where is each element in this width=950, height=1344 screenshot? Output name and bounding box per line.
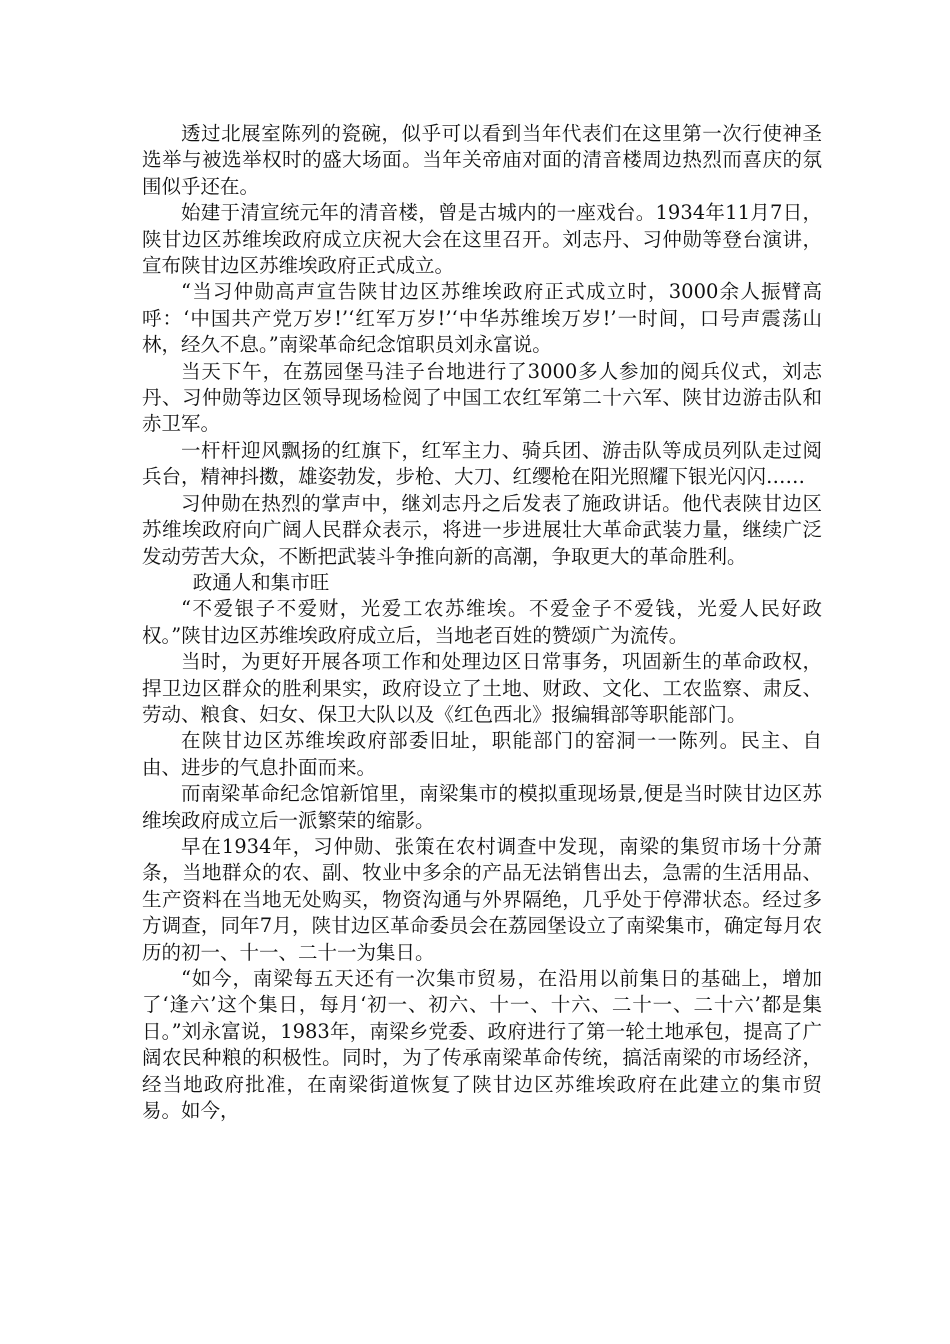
- paragraph-folk-song: “不爱银子不爱财，光爱工农苏维埃。不爱金子不爱钱，光爱人民好政权。”陕甘边区苏维埃政府成立后，当地老百姓的赞颂广为流传。: [142, 597, 822, 647]
- paragraph-qingyin-tower: 始建于清宣统元年的清音楼，曾是古城内的一座戏台。1934年11月7日，陕甘边区苏维埃政府成立庆祝大会在这里召开。刘志丹、习仲勋等登台演讲，宣布陕甘边区苏维埃政府正式成立。: [142, 201, 822, 278]
- paragraph-policy-speech: 习仲勋在热烈的掌声中，继刘志丹之后发表了施政讲话。他代表陕甘边区苏维埃政府向广阔人民群众表示，将进一步进展壮大革命武装力量，继续广泛发动劳苦大众，不断把武装斗争推向新的高潮，争取更大的革命胜利。: [142, 491, 822, 568]
- paragraph-red-flags: 一杆杆迎风飘扬的红旗下，红军主力、骑兵团、游击队等成员列队走过阅兵台，精神抖擞，雄姿勃发，步枪、大刀、红缨枪在阳光照耀下银光闪闪……: [142, 438, 822, 489]
- section-heading: 政通人和集市旺: [192, 570, 330, 594]
- paragraph-military-parade: 当天下午，在荔园堡马洼子台地进行了3000多人参加的阅兵仪式，刘志丹、习仲勋等边区领导现场检阅了中国工农红军第二十六军、陕甘边游击队和赤卫军。: [142, 359, 822, 436]
- paragraph-cave-offices: 在陕甘边区苏维埃政府部委旧址，职能部门的窑洞一一陈列。民主、自由、进步的气息扑面而来。: [142, 729, 822, 779]
- paragraph-departments: 当时，为更好开展各项工作和处理边区日常事务，巩固新生的革命政权，捍卫边区群众的胜利果实，政府设立了土地、财政、文化、工农监察、肃反、劳动、粮食、妇女、保卫大队以及《红色西北》报编辑部等职能部门。: [142, 650, 822, 726]
- paragraph-announcement-quote: “当习仲勋高声宣告陕甘边区苏维埃政府正式成立时，3000余人振臂高呼：‘中国共产党万岁!’‘红军万岁!’‘中华苏维埃万岁!’一时间，口号声震荡山林，经久不息。”南梁革命纪念馆职员刘永富说。: [142, 280, 822, 357]
- paragraph-market-history: 早在1934年，习仲勋、张策在农村调查中发现，南梁的集贸市场十分萧条，当地群众的农、副、牧业中多余的产品无法销售出去，急需的生活用品、生产资料在当地无处购买，物资沟通与外界隔绝，几乎处于停滞状态。经过多方调查，同年7月，陕甘边区革命委员会在荔园堡设立了南梁集市，确定每月农历的初一、十一、二十一为集日。: [142, 834, 822, 964]
- article-body: [142, 121, 822, 1124]
- paragraph-market-scene: 而南梁革命纪念馆新馆里，南梁集市的模拟重现场景,便是当时陕甘边区苏维埃政府成立后一派繁荣的缩影。: [142, 782, 822, 832]
- paragraph-exhibit-bowls: 透过北展室陈列的瓷碗，似乎可以看到当年代表们在这里第一次行使神圣选举与被选举权时的盛大场面。当年关帝庙对面的清音楼周边热烈而喜庆的氛围似乎还在。: [142, 122, 822, 198]
- paragraph-market-today: “如今，南梁每五天还有一次集市贸易，在沿用以前集日的基础上，增加了‘逢六’这个集日，每月‘初一、初六、十一、十六、二十一、二十六’都是集日。”刘永富说，1983年，南梁乡党委、政府进行了第一轮土地承包，提高了广阔农民种粮的积极性。同时，为了传承南梁革命传统，搞活南梁的市场经济，经当地政府批准，在南梁街道恢复了陕甘边区苏维埃政府在此建立的集市贸易。如今，: [142, 967, 822, 1123]
